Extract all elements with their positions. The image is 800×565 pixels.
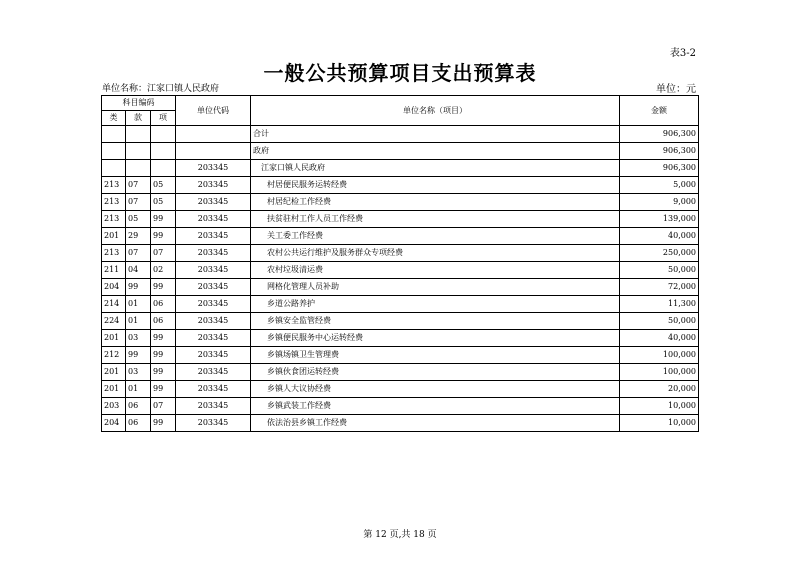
unit-code-cell: 203345 [176, 415, 251, 432]
amount-cell: 72,000 [620, 279, 699, 296]
lei-header: 类 [102, 111, 126, 126]
table-row [102, 211, 699, 228]
summary-row [102, 126, 699, 143]
xiang-cell: 99 [151, 211, 176, 228]
page-title: 一般公共预算项目支出预算表 [263, 61, 537, 85]
xiang-cell: 99 [151, 381, 176, 398]
xiang-cell: 05 [151, 194, 176, 211]
kuan-cell: 04 [126, 262, 151, 279]
project-name-cell: 农村垃圾清运费 [251, 262, 620, 279]
table-row [102, 296, 699, 313]
lei-cell: 213 [102, 211, 126, 228]
kuan-cell: 07 [126, 245, 151, 262]
amount-cell: 5,000 [620, 177, 699, 194]
xiang-cell [151, 126, 176, 143]
table-row [102, 398, 699, 415]
unit-code-cell: 203345 [176, 381, 251, 398]
subject-code-header: 科目编码 [102, 96, 176, 111]
project-name-cell: 政府 [251, 143, 620, 160]
unit-code-cell: 203345 [176, 313, 251, 330]
amount-cell: 11,300 [620, 296, 699, 313]
unit-code-cell: 203345 [176, 296, 251, 313]
project-name-cell: 村居便民服务运转经费 [251, 177, 620, 194]
project-name-cell: 村居纪检工作经费 [251, 194, 620, 211]
unit-code-cell: 203345 [176, 330, 251, 347]
kuan-cell [126, 126, 151, 143]
amount-cell: 9,000 [620, 194, 699, 211]
lei-cell: 203 [102, 398, 126, 415]
table-row [102, 177, 699, 194]
lei-cell: 211 [102, 262, 126, 279]
lei-cell: 213 [102, 177, 126, 194]
amount-cell: 906,300 [620, 143, 699, 160]
xiang-cell: 99 [151, 279, 176, 296]
xiang-cell: 02 [151, 262, 176, 279]
kuan-cell: 03 [126, 330, 151, 347]
unit-name-label: 单位名称：江家口镇人民政府 [102, 84, 220, 94]
summary-row [102, 160, 699, 177]
project-name-cell: 乡镇安全监管经费 [251, 313, 620, 330]
kuan-cell: 05 [126, 211, 151, 228]
amount-cell: 250,000 [620, 245, 699, 262]
project-name-cell: 网格化管理人员补助 [251, 279, 620, 296]
kuan-cell: 01 [126, 313, 151, 330]
xiang-cell: 07 [151, 398, 176, 415]
unit-code-cell: 203345 [176, 211, 251, 228]
amount-cell: 10,000 [620, 398, 699, 415]
project-name-cell: 依法治县乡镇工作经费 [251, 415, 620, 432]
unit-name-header: 单位名称（项目） [251, 96, 620, 126]
project-name-cell: 江家口镇人民政府 [251, 160, 620, 177]
amount-cell: 139,000 [620, 211, 699, 228]
unit-code-cell: 203345 [176, 364, 251, 381]
lei-cell: 214 [102, 296, 126, 313]
lei-cell: 213 [102, 194, 126, 211]
amount-cell: 40,000 [620, 330, 699, 347]
table-row [102, 262, 699, 279]
table-row [102, 347, 699, 364]
project-name-cell: 乡镇伙食团运转经费 [251, 364, 620, 381]
lei-cell: 204 [102, 279, 126, 296]
page-footer: 第 12 页,共 18 页 [363, 530, 437, 540]
lei-cell: 204 [102, 415, 126, 432]
xiang-cell: 06 [151, 313, 176, 330]
table-row [102, 330, 699, 347]
amount-header: 金额 [620, 96, 699, 126]
xiang-cell: 99 [151, 347, 176, 364]
budget-table [101, 95, 699, 432]
kuan-cell: 29 [126, 228, 151, 245]
xiang-cell: 99 [151, 364, 176, 381]
project-name-cell: 合计 [251, 126, 620, 143]
amount-cell: 20,000 [620, 381, 699, 398]
kuan-cell: 07 [126, 194, 151, 211]
table-row [102, 381, 699, 398]
amount-cell: 906,300 [620, 126, 699, 143]
kuan-cell [126, 143, 151, 160]
xiang-cell: 05 [151, 177, 176, 194]
kuan-cell: 99 [126, 347, 151, 364]
amount-cell: 10,000 [620, 415, 699, 432]
table-row [102, 364, 699, 381]
lei-cell [102, 160, 126, 177]
xiang-cell [151, 160, 176, 177]
project-name-cell: 农村公共运行维护及服务群众专项经费 [251, 245, 620, 262]
lei-cell: 201 [102, 228, 126, 245]
kuan-header: 款 [126, 111, 151, 126]
unit-code-cell [176, 126, 251, 143]
unit-code-cell: 203345 [176, 160, 251, 177]
xiang-cell: 99 [151, 228, 176, 245]
lei-cell [102, 143, 126, 160]
amount-cell: 100,000 [620, 347, 699, 364]
unit-code-cell [176, 143, 251, 160]
project-name-cell: 扶贫驻村工作人员工作经费 [251, 211, 620, 228]
unit-code-cell: 203345 [176, 228, 251, 245]
currency-unit-label: 单位：元 [656, 84, 696, 95]
unit-code-cell: 203345 [176, 194, 251, 211]
unit-code-cell: 203345 [176, 245, 251, 262]
table-row [102, 245, 699, 262]
xiang-cell: 06 [151, 296, 176, 313]
project-name-cell: 乡镇场镇卫生管理费 [251, 347, 620, 364]
xiang-cell [151, 143, 176, 160]
kuan-cell: 06 [126, 398, 151, 415]
amount-cell: 50,000 [620, 313, 699, 330]
xiang-cell: 99 [151, 330, 176, 347]
table-row [102, 415, 699, 432]
project-name-cell: 乡道公路养护 [251, 296, 620, 313]
kuan-cell: 06 [126, 415, 151, 432]
unit-code-header: 单位代码 [176, 96, 251, 126]
unit-code-cell: 203345 [176, 177, 251, 194]
summary-row [102, 143, 699, 160]
table-number: 表3-2 [669, 48, 696, 59]
xiang-header: 项 [151, 111, 176, 126]
xiang-cell: 99 [151, 415, 176, 432]
lei-cell [102, 126, 126, 143]
kuan-cell: 01 [126, 381, 151, 398]
amount-cell: 906,300 [620, 160, 699, 177]
kuan-cell [126, 160, 151, 177]
project-name-cell: 关工委工作经费 [251, 228, 620, 245]
amount-cell: 50,000 [620, 262, 699, 279]
lei-cell: 201 [102, 330, 126, 347]
table-row [102, 228, 699, 245]
kuan-cell: 01 [126, 296, 151, 313]
project-name-cell: 乡镇便民服务中心运转经费 [251, 330, 620, 347]
kuan-cell: 07 [126, 177, 151, 194]
unit-code-cell: 203345 [176, 279, 251, 296]
lei-cell: 212 [102, 347, 126, 364]
lei-cell: 224 [102, 313, 126, 330]
amount-cell: 40,000 [620, 228, 699, 245]
lei-cell: 201 [102, 381, 126, 398]
table-row [102, 313, 699, 330]
header-row-1 [102, 96, 699, 111]
kuan-cell: 03 [126, 364, 151, 381]
amount-cell: 100,000 [620, 364, 699, 381]
project-name-cell: 乡镇人大议协经费 [251, 381, 620, 398]
table-row [102, 279, 699, 296]
unit-code-cell: 203345 [176, 262, 251, 279]
table-row [102, 194, 699, 211]
project-name-cell: 乡镇武装工作经费 [251, 398, 620, 415]
kuan-cell: 99 [126, 279, 151, 296]
lei-cell: 213 [102, 245, 126, 262]
unit-code-cell: 203345 [176, 398, 251, 415]
unit-code-cell: 203345 [176, 347, 251, 364]
lei-cell: 201 [102, 364, 126, 381]
xiang-cell: 07 [151, 245, 176, 262]
